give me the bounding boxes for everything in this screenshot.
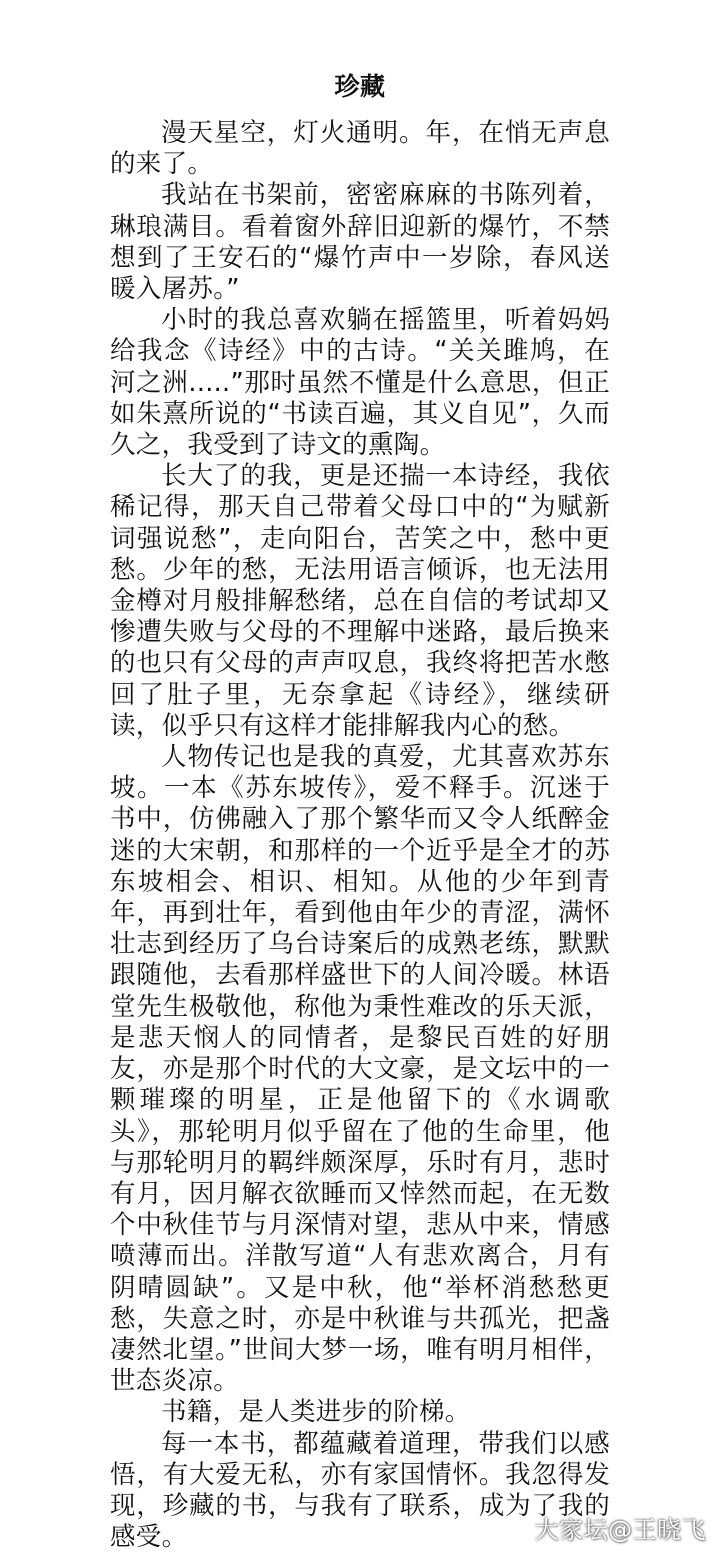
paragraph-6: 书籍，是人类进步的阶梯。: [161, 1397, 471, 1428]
paragraph-5: 人物传记也是我的真爱，尤其喜欢苏东坡。一本《苏东坡传》，爱不释手。沉迷于书中，仿佛融入了那个繁华而又令人纸醉金迷的大宋朝，和那样的一个近乎是全才的苏东坡相会、相识、相知。从他的少年到青年，再到壮年，看到他由年少的青涩，满怀壮志到经历了乌台诗案后的成熟老练，默默跟随他，去看那样盛世下的人间冷暖。林语堂先生极敬他，称他为秉性难改的乐天派，是悲天悯人的同情者，是黎民百姓的好朋友，亦是那个时代的大文豪，是文坛中的一颗璀璨的明星，正是他留下的《水调歌头》，那轮明月似乎留在了他的生命里，他与那轮明月的羁绊颇深厚，乐时有月，悲时有月，因月解衣欲睡而又悻然而起，在无数个中秋佳节与月深情对望，悲从中来，情感喷薄而出。洋散写道“人有悲欢离合，月有阴晴圆缺”。又是中秋，他“举杯消愁愁更愁，失意之时，亦是中秋谁与共孤光，把盏凄然北望。”世间大梦一场，唯有明月相伴，世态炎凉。: [110, 742, 610, 1397]
paragraph-7: 每一本书，都蕴藏着道理，带我们以感悟，有大爱无私，亦有家国情怀。我忽得发现，珍藏的书，与我有了联系，成为了我的感受。: [110, 1428, 610, 1553]
watermark: 大家坛@王晓飞: [534, 1516, 706, 1544]
paragraph-2: 我站在书架前，密密麻麻的书陈列着，琳琅满目。看着窗外辞旧迎新的爆竹，不禁想到了王安石的“爆竹声中一岁除，春风送暖入屠苏。”: [110, 180, 610, 305]
document-title: 珍藏: [334, 72, 386, 101]
paragraph-3: 小时的我总喜欢躺在摇篮里，听着妈妈给我念《诗经》中的古诗。“关关雎鸠，在河之洲.....”那时虽然不懂是什么意思，但正如朱熹所说的“书读百遍，其义自见”，久而久之，我受到了诗文的熏陶。: [110, 305, 610, 461]
paragraph-1: 漫天星空，灯火通明。年，在悄无声息的来了。: [110, 118, 610, 180]
paragraph-4: 长大了的我，更是还揣一本诗经，我依稀记得，那天自己带着父母口中的“为赋新词强说愁”，走向阳台，苦笑之中，愁中更愁。少年的愁，无法用语言倾诉，也无法用金樽对月般排解愁绪，总在自信的考试却又惨遭失败与父母的不理解中迷路，最后换来的也只有父母的声声叹息，我终将把苦水憋回了肚子里，无奈拿起《诗经》，继续研读，似乎只有这样才能排解我内心的愁。: [110, 461, 610, 741]
